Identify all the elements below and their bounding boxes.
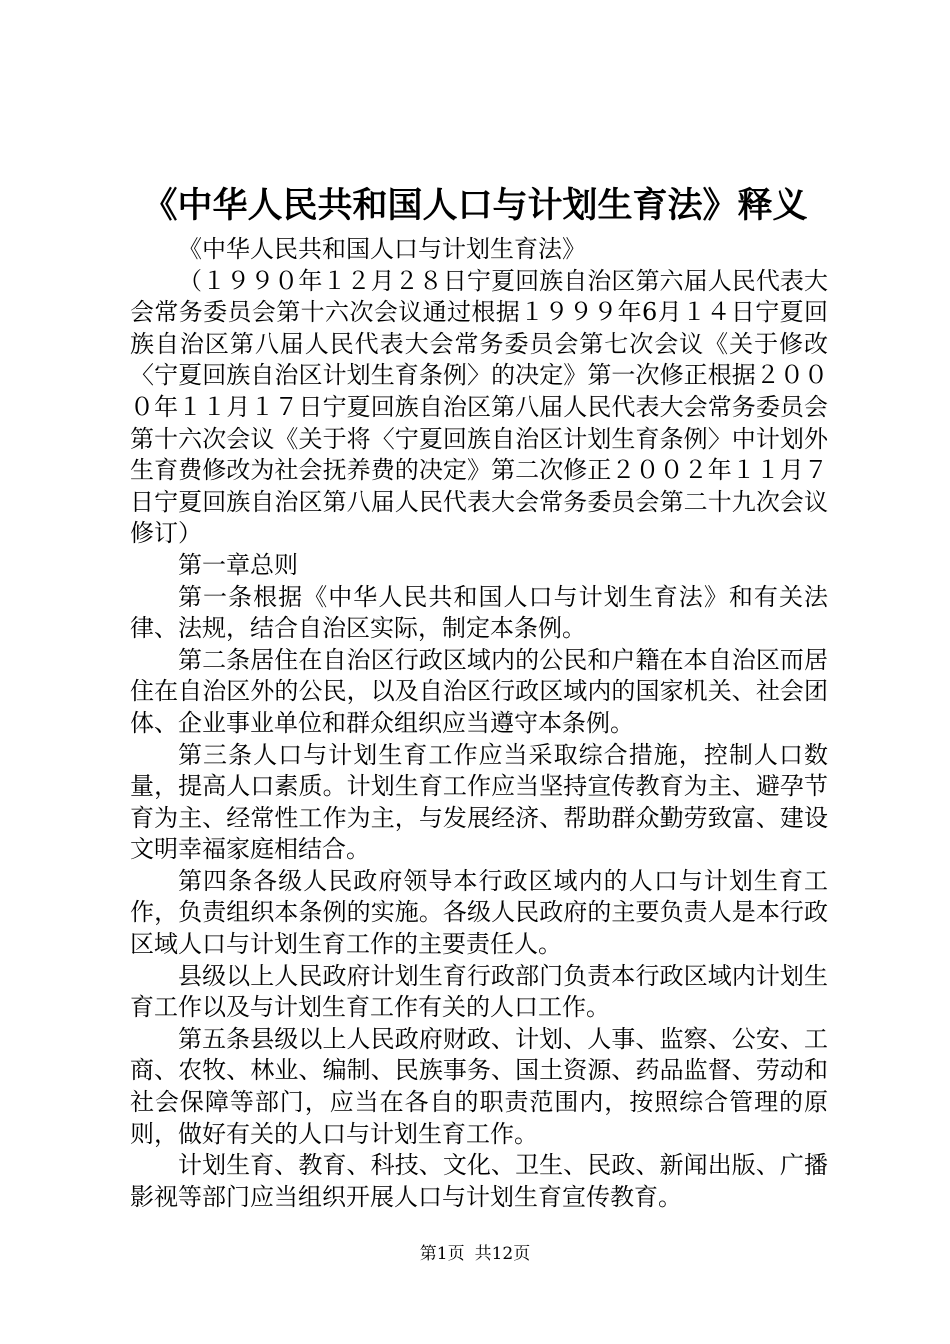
paragraph-article-1: 第一条根据《中华人民共和国人口与计划生育法》和有关法律、法规，结合自治区实际，制定本条例。 (130, 582, 828, 643)
paragraph-revision-history: （１９９０年１２月２８日宁夏回族自治区第六届人民代表大会常务委员会第十六次会议通过根据１９９９年6月１４日宁夏回族自治区第八届人民代表大会常务委员会第七次会议《关于修改〈宁夏回族自治区计划生育条例〉的决定》第一次修正根据２０００年１１月１７日宁夏回族自治区第八届人民代表大会常务委员会第十六次会议《关于将〈宁夏回族自治区计划生育条例〉中计划外生育费修改为社会抚养费的决定》第二次修正２００２年１１月７日宁夏回族自治区第八届人民代表大会常务委员会第二十九次会议修订） (130, 266, 828, 548)
paragraph-article-4-cont: 县级以上人民政府计划生育行政部门负责本行政区域内计划生育工作以及与计划生育工作有关的人口工作。 (130, 961, 828, 1022)
document-title: 《中华人民共和国人口与计划生育法》释义 (142, 185, 808, 226)
page-number-current: 第1页 (419, 1244, 465, 1264)
document-body (130, 234, 828, 1213)
paragraph-article-5-cont: 计划生育、教育、科技、文化、卫生、民政、新闻出版、广播影视等部门应当组织开展人口与计划生育宣传教育。 (130, 1151, 828, 1211)
paragraph-article-4: 第四条各级人民政府领导本行政区域内的人口与计划生育工作，负责组织本条例的实施。各级人民政府的主要负责人是本行政区域人口与计划生育工作的主要责任人。 (130, 866, 828, 959)
page-number-total: 共12页 (474, 1244, 531, 1264)
page-footer (0, 1242, 950, 1266)
paragraph-article-3: 第三条人口与计划生育工作应当采取综合措施，控制人口数量，提高人口素质。计划生育工作应当坚持宣传教育为主、避孕节育为主、经常性工作为主，与发展经济、帮助群众勤劳致富、建设文明幸福家庭相结合。 (130, 740, 828, 864)
paragraph-article-2: 第二条居住在自治区行政区域内的公民和户籍在本自治区而居住在自治区外的公民，以及自治区行政区域内的国家机关、社会团体、企业事业单位和群众组织应当遵守本条例。 (130, 645, 828, 737)
paragraph-chapter-heading: 第一章总则 (178, 550, 298, 579)
paragraph-article-5: 第五条县级以上人民政府财政、计划、人事、监察、公安、工商、农牧、林业、编制、民族事务、国土资源、药品监督、劳动和社会保障等部门，应当在各自的职责范围内，按照综合管理的原则，做好有关的人口与计划生育工作。 (130, 1024, 828, 1148)
paragraph-law-name: 《中华人民共和国人口与计划生育法》 (178, 235, 586, 263)
